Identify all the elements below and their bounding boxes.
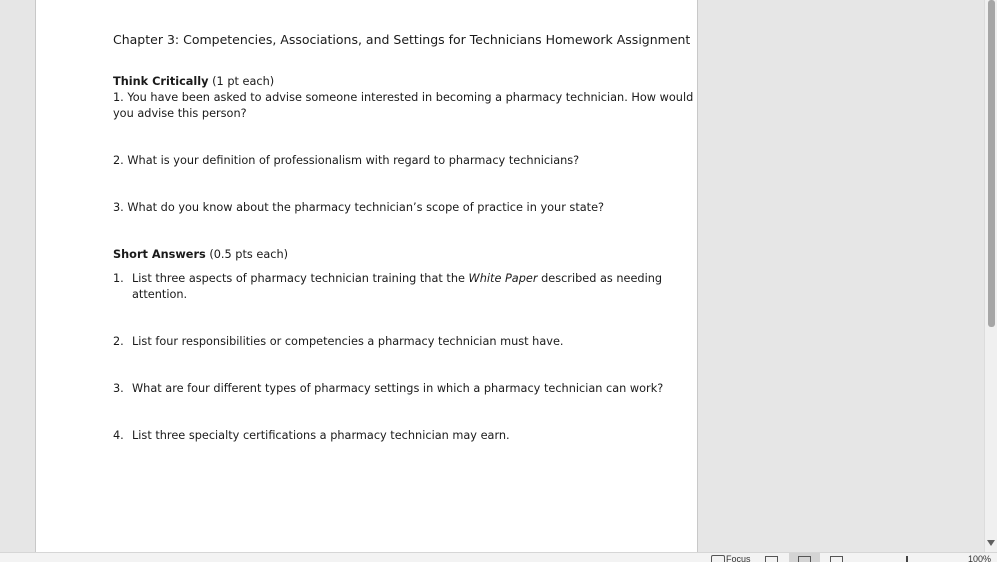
question-1-line-1: 1. You have been asked to advise someone interested in becoming a pharmacy technician. How would xyxy=(113,91,694,104)
document-title: Chapter 3: Competencies, Associations, and Settings for Technicians Homework Assignment xyxy=(113,32,691,47)
think-critically-heading-line xyxy=(113,74,274,90)
short-answer-1-line-2: attention. xyxy=(132,288,188,301)
short-answer-4: List three specialty certifications a pharmacy technician may earn. xyxy=(132,429,510,442)
short-answer-1-text-b: described as needing xyxy=(537,272,663,285)
question-2: 2. What is your definition of professionalism with regard to pharmacy technicians? xyxy=(113,154,580,167)
read-mode-icon[interactable] xyxy=(765,556,778,562)
short-answer-4-number: 4. xyxy=(113,429,124,442)
focus-label[interactable]: Focus xyxy=(726,554,751,562)
web-layout-icon[interactable] xyxy=(830,556,843,562)
short-answer-1-text-a: List three aspects of pharmacy technician training that the xyxy=(132,272,469,285)
document-page[interactable] xyxy=(35,0,698,552)
scroll-down-icon[interactable] xyxy=(987,540,995,546)
print-layout-icon[interactable] xyxy=(798,556,811,562)
short-answers-heading-line xyxy=(113,247,288,263)
question-3: 3. What do you know about the pharmacy technician’s scope of practice in your state? xyxy=(113,201,605,214)
short-answer-2-number: 2. xyxy=(113,335,124,348)
question-1-line-2: you advise this person? xyxy=(113,107,247,120)
short-answer-3-number: 3. xyxy=(113,382,124,395)
short-answer-2: List four responsibilities or competencies a pharmacy technician must have. xyxy=(132,335,564,348)
think-critically-points: (1 pt each) xyxy=(208,75,275,88)
short-answers-heading: Short Answers xyxy=(113,248,206,261)
short-answers-points: (0.5 pts each) xyxy=(205,248,289,261)
white-paper-italic: White Paper xyxy=(468,272,538,285)
think-critically-heading: Think Critically xyxy=(113,75,209,88)
short-answer-1-line-1 xyxy=(132,271,662,287)
vertical-scrollbar[interactable] xyxy=(984,0,997,552)
short-answer-1-number: 1. xyxy=(113,272,124,285)
short-answer-3: What are four different types of pharmacy settings in which a pharmacy technician can work? xyxy=(132,382,664,395)
zoom-slider-thumb[interactable] xyxy=(906,556,908,562)
zoom-level[interactable]: 100% xyxy=(968,554,992,562)
scrollbar-thumb[interactable] xyxy=(988,0,995,327)
